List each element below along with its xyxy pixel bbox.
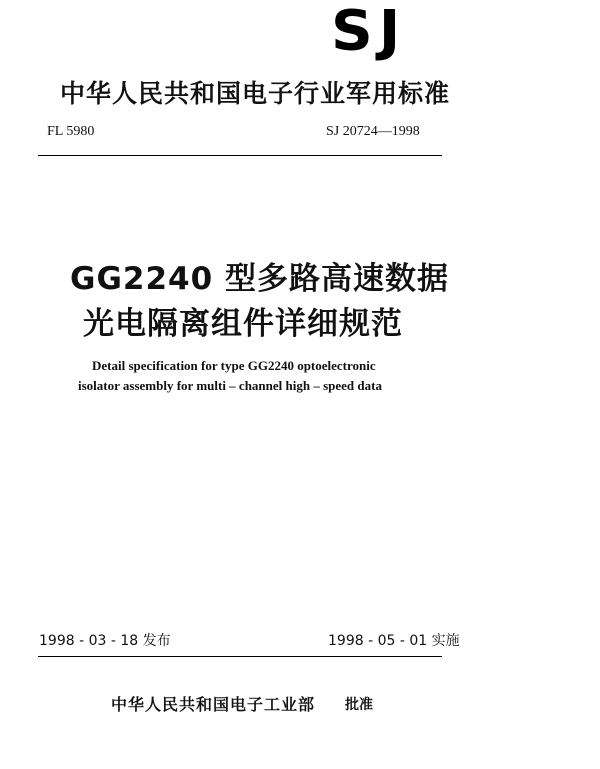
- ministry-standard-title: 中华人民共和国电子行业军用标准: [60, 79, 451, 108]
- document-title-zh-line2: 光电隔离组件详细规范: [83, 306, 403, 342]
- approval-label: 批准: [345, 697, 373, 713]
- implementation-date: 1998 - 05 - 01 实施: [328, 633, 460, 649]
- issuing-department: 中华人民共和国电子工业部: [111, 695, 316, 714]
- bottom-divider: [38, 656, 442, 657]
- document-title-zh-line1: GG2240 型多路高速数据: [70, 261, 449, 297]
- standard-number: SJ 20724—1998: [326, 124, 420, 139]
- top-divider: [38, 155, 442, 156]
- document-title-en-line2: isolator assembly for multi – channel high – speed data: [78, 378, 382, 393]
- document-title-en-line1: Detail specification for type GG2240 optoelectronic: [92, 358, 376, 373]
- classification-code: FL 5980: [47, 124, 95, 139]
- issue-date: 1998 - 03 - 18 发布: [39, 633, 171, 649]
- sj-logo: SJ: [331, 0, 407, 63]
